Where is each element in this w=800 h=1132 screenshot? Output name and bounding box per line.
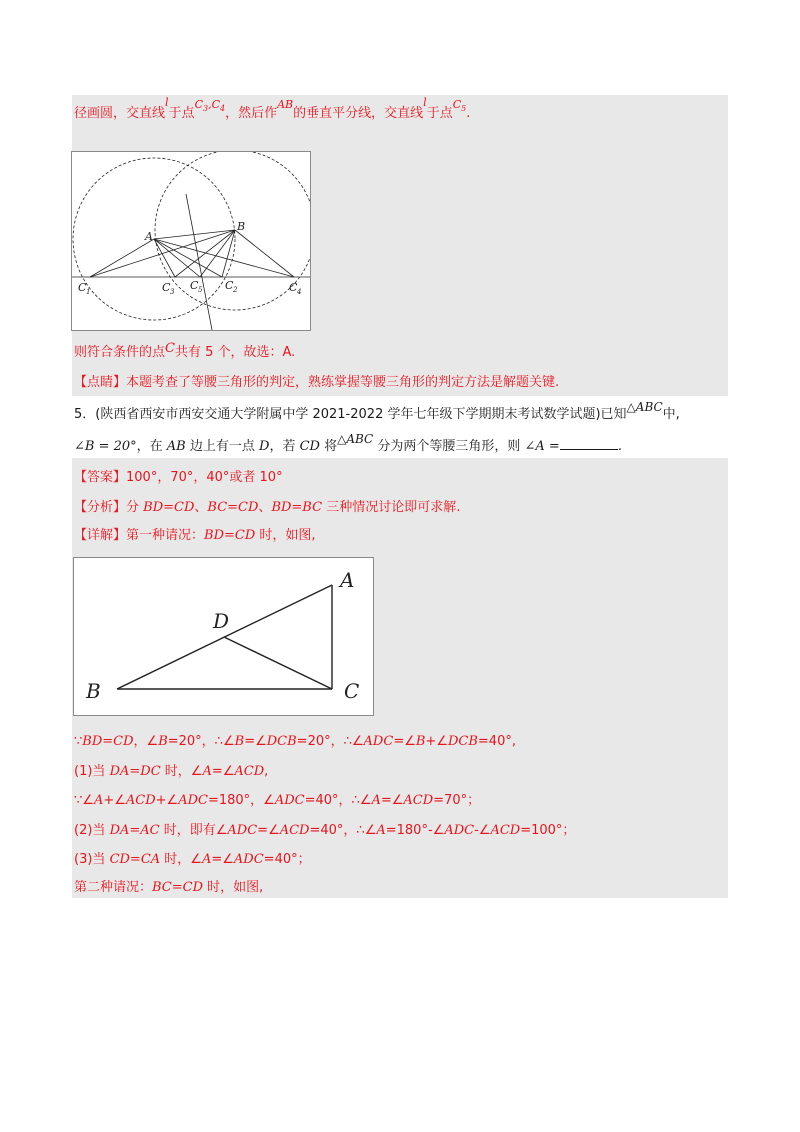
math: B <box>234 734 245 749</box>
text: 于点 <box>426 106 453 121</box>
question-text: 5．(陕西省西安市西安交通大学附属中学 2021-2022 学年七年级下学期期末考试数学试题)已知 <box>74 407 627 422</box>
label-d: D <box>213 609 230 633</box>
var-ab: AB <box>166 439 186 454</box>
segment-dc <box>224 637 332 689</box>
label-c3-sub: 3 <box>170 288 175 296</box>
math: CD=CA <box>109 852 161 867</box>
text: =20°，∴∠ <box>167 734 235 749</box>
angle-a: ∠A = <box>524 439 560 454</box>
text: +∠ <box>155 793 179 808</box>
text: +∠ <box>425 734 448 749</box>
math: DCB <box>447 734 478 749</box>
sep: 、 <box>194 500 208 515</box>
prev-comment: 【点睛】本题考查了等腰三角形的判定，熟练掌握等腰三角形的判定方法是解题关键. <box>74 375 560 390</box>
text: =20°，∴∠ <box>296 734 364 749</box>
var-l: l <box>165 96 169 109</box>
sub: 4 <box>220 104 226 113</box>
text: . <box>617 439 622 454</box>
math: DCB <box>266 734 297 749</box>
sub: 5 <box>461 104 467 113</box>
text: 【详解】第一种请况： <box>74 528 205 543</box>
var-c5: C <box>452 98 462 111</box>
step-5 <box>74 878 263 898</box>
label-c5-sub: 5 <box>198 286 203 294</box>
var-ab: AB <box>277 98 294 111</box>
math: A <box>371 793 381 808</box>
text: 将 <box>319 439 338 454</box>
case-bd-cd: BD=CD <box>143 500 195 515</box>
detail-line <box>74 526 316 546</box>
text: 时，∠ <box>160 764 203 779</box>
label-b: B <box>237 220 246 233</box>
label-c3: C <box>162 281 171 294</box>
triangle-abc: △ABC <box>337 432 374 446</box>
text: 边上有一点 <box>185 439 260 454</box>
text: =∠ <box>211 764 235 779</box>
step-0 <box>74 732 516 752</box>
comma: , <box>208 98 212 111</box>
angle-b: ∠B = 20° <box>74 439 137 454</box>
text: ，∠ <box>133 734 159 749</box>
math: ADC <box>178 793 208 808</box>
math: A <box>202 764 212 779</box>
text: ，然后作 <box>225 106 278 121</box>
math: A <box>201 852 212 867</box>
prev-conclusion <box>74 343 295 363</box>
text: =∠ <box>257 823 280 838</box>
segment-b-c1 <box>90 230 235 277</box>
prev-solution-line <box>74 96 471 125</box>
var-c3: C <box>194 98 203 111</box>
text: ∵ <box>74 734 83 749</box>
label-c1: C <box>78 281 87 294</box>
text: =40°； <box>263 852 311 867</box>
math: ACD <box>234 764 265 779</box>
figure-triangle <box>73 557 374 716</box>
text: =180°，∠ <box>207 793 275 808</box>
text: 第二种请况： <box>74 880 153 895</box>
q5-line2 <box>74 432 622 457</box>
text: (2)当 <box>74 823 110 838</box>
var-c: C <box>165 341 175 356</box>
label-c5: C <box>190 279 199 292</box>
text: -∠ <box>474 823 491 838</box>
sep: 、 <box>258 500 272 515</box>
var-cd: CD <box>299 439 320 454</box>
perpendicular-bisector <box>186 194 212 330</box>
label-a: A <box>340 568 355 592</box>
math: BD=CD <box>82 734 134 749</box>
math: ACD <box>279 823 310 838</box>
var-d: D <box>259 439 270 454</box>
text: =∠ <box>393 734 416 749</box>
text: =70°； <box>433 793 481 808</box>
math: A <box>93 793 104 808</box>
math: ACD <box>490 823 521 838</box>
text: 时，∠ <box>160 852 202 867</box>
math: B <box>158 734 168 749</box>
q5-line1 <box>74 400 680 425</box>
text: 三种情况讨论即可求解. <box>322 500 461 515</box>
label-b: B <box>86 679 101 703</box>
step-4 <box>74 850 311 870</box>
text: , <box>264 764 269 779</box>
text: (3)当 <box>74 852 110 867</box>
case-bc-cd: BC=CD <box>207 500 259 515</box>
text: +∠ <box>103 793 126 808</box>
text: =40°，∴∠ <box>304 793 372 808</box>
text: =40°, <box>477 734 516 749</box>
text: =40°，∴∠ <box>309 823 377 838</box>
text: 中, <box>662 407 680 422</box>
text: 【分析】分 <box>74 500 144 515</box>
text: =∠ <box>244 734 267 749</box>
label-c: C <box>344 679 360 703</box>
case-bd-bc: BD=BC <box>271 500 323 515</box>
figure-triangle-svg <box>74 558 373 715</box>
step-2 <box>74 791 480 811</box>
text: 则符合条件的点 <box>74 345 166 360</box>
segment-a-c5 <box>154 239 200 277</box>
figure-circles-svg <box>72 152 310 330</box>
step-1 <box>74 762 268 782</box>
text: 时，即有∠ <box>159 823 228 838</box>
figure-circles <box>71 151 311 331</box>
segment-b-c4 <box>235 230 294 277</box>
math: B <box>415 734 426 749</box>
text: 共有 5 个，故选：A. <box>174 345 296 360</box>
math: ADC <box>444 823 475 838</box>
text: 时，如图, <box>255 528 316 543</box>
label-c2-sub: 2 <box>233 286 238 294</box>
math: ADC <box>274 793 305 808</box>
text: 分为两个等腰三角形，则 <box>373 439 525 454</box>
text: 的垂直平分线，交直线 <box>293 106 424 121</box>
analysis-line <box>74 498 460 518</box>
sub: 3 <box>202 104 209 113</box>
text: ∵∠ <box>74 793 94 808</box>
text: 于点 <box>168 106 195 121</box>
text: =100°； <box>520 823 576 838</box>
label-c1-sub: 1 <box>86 288 91 296</box>
triangle-abc: △ABC <box>626 400 663 414</box>
var-c4: C <box>211 98 220 111</box>
text: =180°-∠ <box>385 823 445 838</box>
text: =∠ <box>211 852 234 867</box>
math: ADC <box>233 852 264 867</box>
text: 时，如图, <box>203 880 264 895</box>
var-l: l <box>423 96 427 109</box>
math: ACD <box>125 793 156 808</box>
math: BC=CD <box>152 880 204 895</box>
text: 径画圆，交直线 <box>74 106 166 121</box>
segment-a-c1 <box>90 239 154 277</box>
math: A <box>376 823 386 838</box>
text: ，在 <box>136 439 167 454</box>
math: ADC <box>227 823 258 838</box>
math: ADC <box>363 734 394 749</box>
text: =∠ <box>380 793 404 808</box>
label-a: A <box>145 230 153 243</box>
label-c4: C <box>289 281 298 294</box>
point-c5 <box>453 98 467 111</box>
text: (1)当 <box>74 764 110 779</box>
answer-blank <box>560 437 618 450</box>
step-3 <box>74 821 575 841</box>
math: DA=AC <box>109 823 160 838</box>
math: DA=DC <box>109 764 161 779</box>
text: . <box>466 106 471 121</box>
label-c4-sub: 4 <box>297 288 302 296</box>
points-c3-c4 <box>195 98 226 111</box>
answer-line: 【答案】100°，70°，40°或者 10° <box>74 470 283 485</box>
math: ACD <box>403 793 434 808</box>
text: ，若 <box>269 439 300 454</box>
label-c2: C <box>225 279 234 292</box>
case-bd-cd: BD=CD <box>204 528 256 543</box>
